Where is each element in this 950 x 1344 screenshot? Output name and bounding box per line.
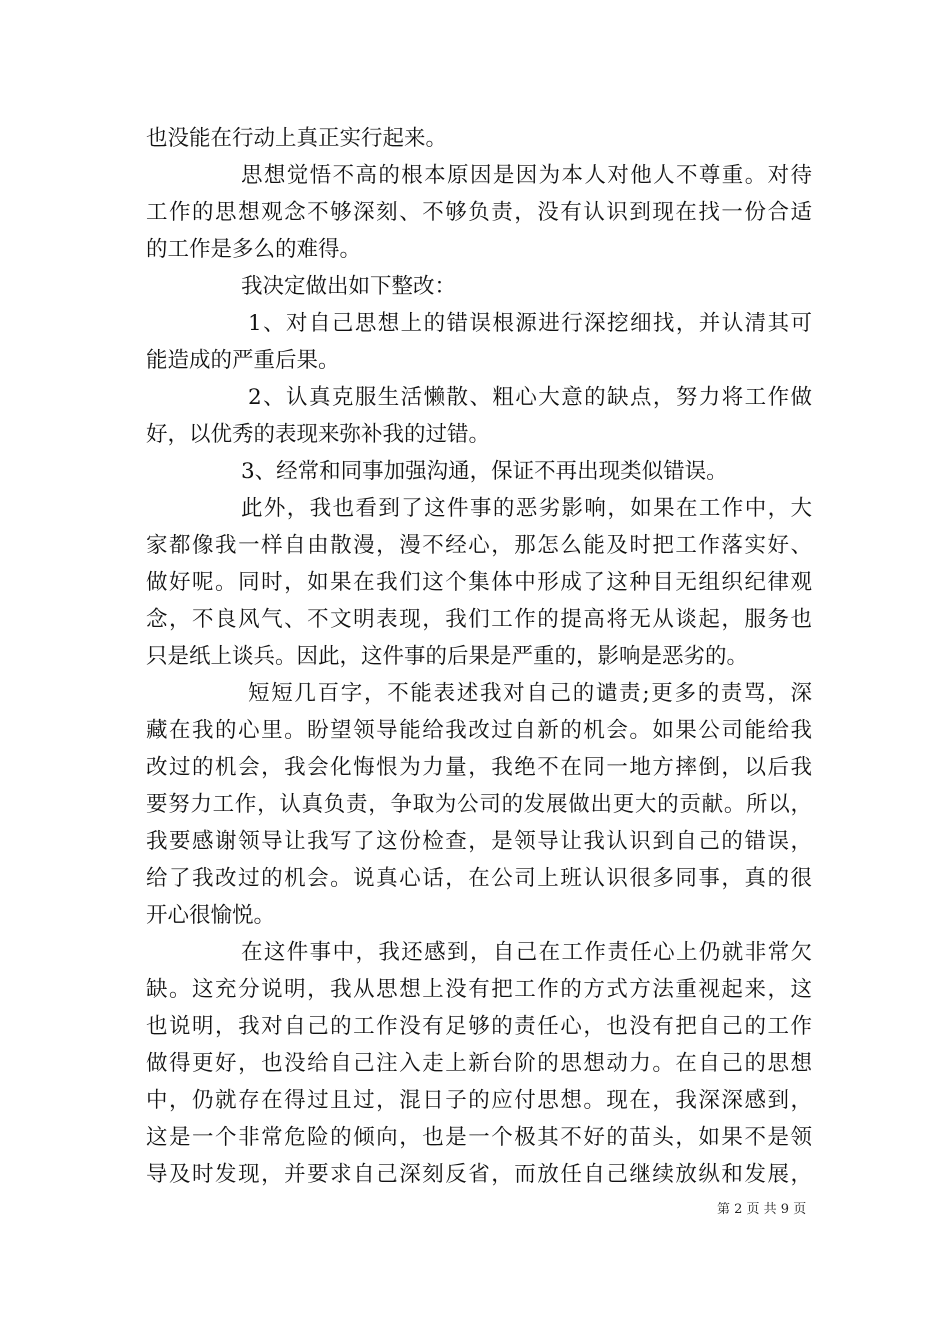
text-line-8: 2、认真克服生活懒散、粗心大意的缺点，努力将工作做 bbox=[248, 385, 812, 410]
text-line-23: 在这件事中，我还感到，自己在工作责任心上仍就非常欠 bbox=[241, 940, 812, 965]
text-line-1: 也没能在行动上真正实行起来。 bbox=[146, 126, 448, 151]
text-line-4: 的工作是多么的难得。 bbox=[146, 237, 362, 262]
text-line-11: 此外，我也看到了这件事的恶劣影响，如果在工作中，大 bbox=[241, 496, 812, 521]
text-line-19: 要努力工作，认真负责，争取为公司的发展做出更大的贡献。所以， bbox=[146, 792, 812, 817]
text-line-13: 做好呢。同时，如果在我们这个集体中形成了这种目无组织纪律观 bbox=[146, 570, 812, 595]
text-line-10: 3、经常和同事加强沟通，保证不再出现类似错误。 bbox=[241, 459, 728, 484]
text-line-27: 中，仍就存在得过且过，混日子的应付思想。现在，我深深感到， bbox=[146, 1088, 812, 1113]
text-line-25: 也说明，我对自己的工作没有足够的责任心，也没有把自己的工作 bbox=[146, 1014, 812, 1039]
text-line-16: 短短几百字，不能表述我对自己的谴责;更多的责骂，深 bbox=[248, 681, 812, 706]
text-line-7: 能造成的严重后果。 bbox=[146, 348, 340, 373]
text-line-5: 我决定做出如下整改： bbox=[241, 274, 457, 299]
text-line-22: 开心很愉悦。 bbox=[146, 903, 276, 928]
text-line-15: 只是纸上谈兵。因此，这件事的后果是严重的，影响是恶劣的。 bbox=[146, 644, 749, 669]
text-line-20: 我要感谢领导让我写了这份检查，是领导让我认识到自己的错误， bbox=[146, 829, 812, 854]
text-line-12: 家都像我一样自由散漫，漫不经心，那怎么能及时把工作落实好、 bbox=[146, 533, 812, 558]
text-line-9: 好，以优秀的表现来弥补我的过错。 bbox=[146, 422, 491, 447]
text-line-28: 这是一个非常危险的倾向，也是一个极其不好的苗头，如果不是领 bbox=[146, 1125, 812, 1150]
text-line-3: 工作的思想观念不够深刻、不够负责，没有认识到现在找一份合适 bbox=[146, 200, 812, 225]
text-line-6: 1、对自己思想上的错误根源进行深挖细找，并认清其可 bbox=[248, 311, 812, 336]
text-line-21: 给了我改过的机会。说真心话，在公司上班认识很多同事，真的很 bbox=[146, 866, 812, 891]
text-line-18: 改过的机会，我会化悔恨为力量，我绝不在同一地方摔倒，以后我 bbox=[146, 755, 812, 780]
text-line-2: 思想觉悟不高的根本原因是因为本人对他人不尊重。对待 bbox=[241, 163, 812, 188]
document-body bbox=[146, 120, 812, 1193]
text-line-29: 导及时发现，并要求自己深刻反省，而放任自己继续放纵和发展， bbox=[146, 1162, 812, 1187]
text-line-17: 藏在我的心里。盼望领导能给我改过自新的机会。如果公司能给我 bbox=[146, 718, 812, 743]
text-line-24: 缺。这充分说明，我从思想上没有把工作的方式方法重视起来，这 bbox=[146, 977, 812, 1002]
text-line-14: 念，不良风气、不文明表现，我们工作的提高将无从谈起，服务也 bbox=[146, 607, 812, 632]
text-line-26: 做得更好，也没给自己注入走上新台阶的思想动力。在自己的思想 bbox=[146, 1051, 812, 1076]
page-number-footer: 第 2 页 共 9 页 bbox=[717, 1202, 807, 1217]
